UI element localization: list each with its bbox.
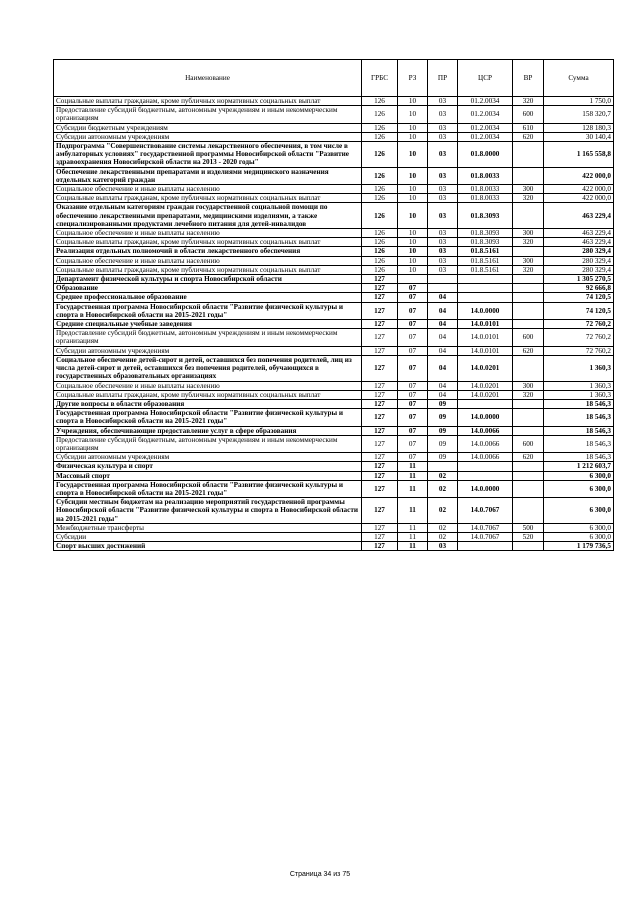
vr-cell: 320 [513, 194, 544, 203]
name-cell: Социальное обеспечение и иные выплаты населению [54, 381, 362, 390]
sum-cell: 74 120,5 [544, 293, 614, 302]
csr-cell: 14.0.0201 [458, 381, 513, 390]
vr-cell [513, 480, 544, 497]
name-cell: Государственная программа Новосибирской области "Развитие физической культуры и спорта в Новосибирской области на 2015-2021 годы" [54, 480, 362, 497]
name-cell: Субсидии автономным учреждениям [54, 453, 362, 462]
pr-cell: 09 [428, 399, 458, 408]
pr-cell: 03 [428, 167, 458, 184]
name-cell: Государственная программа Новосибирской области "Развитие физической культуры и спорта в Новосибирской области на 2015-2021 годы" [54, 409, 362, 426]
name-cell: Массовый спорт [54, 471, 362, 480]
rz-cell: 11 [398, 542, 428, 551]
vr-cell [513, 275, 544, 284]
vr-cell: 320 [513, 265, 544, 274]
grbs-cell: 127 [362, 480, 398, 497]
sum-cell: 6 300,0 [544, 480, 614, 497]
rz-cell [398, 275, 428, 284]
csr-cell [458, 293, 513, 302]
rz-cell: 10 [398, 167, 428, 184]
table-row [54, 302, 614, 319]
name-cell: Государственная программа Новосибирской области "Развитие физической культуры и спорта в Новосибирской области на 2015-2021 годы" [54, 302, 362, 319]
name-cell: Подпрограмма "Совершенствование системы лекарственного обеспечения, в том числе в амбулаторных условиях" государственной программы Новосибирской области "Развитие здравоохранения Новосибирской области на 2013 - 2020 годы" [54, 142, 362, 168]
grbs-cell: 127 [362, 542, 398, 551]
rz-cell: 10 [398, 203, 428, 229]
sum-cell: 18 546,3 [544, 453, 614, 462]
vr-cell [513, 355, 544, 381]
col-header-pr: ПР [428, 60, 458, 97]
table-row [54, 381, 614, 390]
csr-cell: 14.0.0101 [458, 346, 513, 355]
pr-cell [428, 462, 458, 471]
csr-cell: 01.8.0033 [458, 194, 513, 203]
name-cell: Социальное обеспечение и иные выплаты населению [54, 185, 362, 194]
table-row [54, 426, 614, 435]
pr-cell: 03 [428, 97, 458, 106]
csr-cell: 01.8.0000 [458, 142, 513, 168]
col-header-rz: РЗ [398, 60, 428, 97]
table-row [54, 167, 614, 184]
rz-cell: 07 [398, 390, 428, 399]
vr-cell: 300 [513, 381, 544, 390]
sum-cell: 72 760,2 [544, 329, 614, 346]
rz-cell: 11 [398, 523, 428, 532]
vr-cell: 620 [513, 346, 544, 355]
grbs-cell: 127 [362, 302, 398, 319]
sum-cell: 463 229,4 [544, 229, 614, 238]
table-row [54, 265, 614, 274]
pr-cell: 04 [428, 381, 458, 390]
grbs-cell: 126 [362, 97, 398, 106]
sum-cell: 280 329,4 [544, 256, 614, 265]
sum-cell: 18 546,3 [544, 426, 614, 435]
table-row [54, 142, 614, 168]
grbs-cell: 127 [362, 498, 398, 524]
grbs-cell: 126 [362, 123, 398, 132]
grbs-cell: 126 [362, 203, 398, 229]
table-row [54, 320, 614, 329]
pr-cell: 03 [428, 542, 458, 551]
name-cell: Субсидии автономным учреждениям [54, 132, 362, 141]
rz-cell: 10 [398, 256, 428, 265]
vr-cell: 300 [513, 185, 544, 194]
vr-cell [513, 498, 544, 524]
name-cell: Социальные выплаты гражданам, кроме публичных нормативных социальных выплат [54, 265, 362, 274]
sum-cell: 6 300,0 [544, 471, 614, 480]
csr-cell: 01.8.3093 [458, 229, 513, 238]
name-cell: Другие вопросы в области образования [54, 399, 362, 408]
name-cell: Субсидии бюджетным учреждениям [54, 123, 362, 132]
rz-cell: 10 [398, 265, 428, 274]
budget-table [53, 59, 614, 551]
grbs-cell: 126 [362, 247, 398, 256]
sum-cell: 422 000,0 [544, 185, 614, 194]
csr-cell: 14.0.0201 [458, 390, 513, 399]
rz-cell: 07 [398, 320, 428, 329]
csr-cell [458, 471, 513, 480]
pr-cell: 04 [428, 329, 458, 346]
csr-cell: 14.0.0066 [458, 426, 513, 435]
table-row [54, 399, 614, 408]
sum-cell: 1 750,0 [544, 97, 614, 106]
vr-cell [513, 247, 544, 256]
table-row [54, 123, 614, 132]
col-header-sum: Сумма [544, 60, 614, 97]
rz-cell: 11 [398, 480, 428, 497]
csr-cell: 01.2.0034 [458, 123, 513, 132]
grbs-cell: 126 [362, 265, 398, 274]
name-cell: Социальные выплаты гражданам, кроме публичных нормативных социальных выплат [54, 194, 362, 203]
table-row [54, 293, 614, 302]
vr-cell [513, 426, 544, 435]
grbs-cell: 126 [362, 132, 398, 141]
pr-cell: 03 [428, 256, 458, 265]
csr-cell: 14.0.0000 [458, 302, 513, 319]
vr-cell [513, 293, 544, 302]
name-cell: Спорт высших достижений [54, 542, 362, 551]
vr-cell: 600 [513, 435, 544, 452]
grbs-cell: 127 [362, 355, 398, 381]
name-cell: Межбюджетные трансферты [54, 523, 362, 532]
vr-cell: 320 [513, 238, 544, 247]
table-row [54, 453, 614, 462]
pr-cell: 09 [428, 435, 458, 452]
rz-cell: 07 [398, 426, 428, 435]
sum-cell: 128 180,3 [544, 123, 614, 132]
name-cell: Социальное обеспечение детей-сирот и детей, оставшихся без попечения родителей, лиц из числа детей-сирот и детей, оставшихся без попечения родителей, обучающихся в государственных образовательных организациях [54, 355, 362, 381]
vr-cell [513, 471, 544, 480]
table-row [54, 532, 614, 541]
sum-cell: 1 360,3 [544, 390, 614, 399]
vr-cell: 610 [513, 123, 544, 132]
grbs-cell: 126 [362, 229, 398, 238]
name-cell: Социальные выплаты гражданам, кроме публичных нормативных социальных выплат [54, 97, 362, 106]
table-row [54, 194, 614, 203]
table-row [54, 284, 614, 293]
table-row [54, 106, 614, 123]
vr-cell: 520 [513, 532, 544, 541]
csr-cell [458, 542, 513, 551]
vr-cell [513, 302, 544, 319]
grbs-cell: 127 [362, 426, 398, 435]
pr-cell: 03 [428, 123, 458, 132]
sum-cell: 422 000,0 [544, 194, 614, 203]
vr-cell: 320 [513, 97, 544, 106]
pr-cell: 02 [428, 471, 458, 480]
table-row [54, 238, 614, 247]
col-header-name: Наименование [54, 60, 362, 97]
rz-cell: 07 [398, 453, 428, 462]
pr-cell: 03 [428, 194, 458, 203]
name-cell: Социальные выплаты гражданам, кроме публичных нормативных социальных выплат [54, 390, 362, 399]
sum-cell: 1 360,3 [544, 381, 614, 390]
grbs-cell: 127 [362, 381, 398, 390]
rz-cell: 11 [398, 532, 428, 541]
grbs-cell: 127 [362, 399, 398, 408]
name-cell: Субсидии автономным учреждениям [54, 346, 362, 355]
name-cell: Средние специальные учебные заведения [54, 320, 362, 329]
rz-cell: 07 [398, 381, 428, 390]
pr-cell: 03 [428, 106, 458, 123]
sum-cell: 92 666,8 [544, 284, 614, 293]
grbs-cell: 127 [362, 346, 398, 355]
pr-cell: 03 [428, 238, 458, 247]
rz-cell: 11 [398, 462, 428, 471]
table-row [54, 542, 614, 551]
name-cell: Предоставление субсидий бюджетным, автономным учреждениям и иным некоммерческим организациям [54, 435, 362, 452]
vr-cell [513, 142, 544, 168]
csr-cell: 01.8.3093 [458, 203, 513, 229]
sum-cell: 74 120,5 [544, 302, 614, 319]
rz-cell: 10 [398, 194, 428, 203]
grbs-cell: 126 [362, 142, 398, 168]
sum-cell: 1 360,3 [544, 355, 614, 381]
grbs-cell: 126 [362, 106, 398, 123]
sum-cell: 463 229,4 [544, 203, 614, 229]
sum-cell: 30 140,4 [544, 132, 614, 141]
vr-cell: 600 [513, 329, 544, 346]
vr-cell: 620 [513, 453, 544, 462]
pr-cell: 04 [428, 355, 458, 381]
rz-cell: 07 [398, 302, 428, 319]
header-row [54, 60, 614, 97]
grbs-cell: 127 [362, 284, 398, 293]
sum-cell: 158 320,7 [544, 106, 614, 123]
grbs-cell: 126 [362, 256, 398, 265]
pr-cell: 03 [428, 247, 458, 256]
rz-cell: 10 [398, 132, 428, 141]
sum-cell: 463 229,4 [544, 238, 614, 247]
csr-cell: 01.8.0033 [458, 185, 513, 194]
sum-cell: 6 300,0 [544, 532, 614, 541]
vr-cell [513, 399, 544, 408]
csr-cell [458, 462, 513, 471]
rz-cell: 07 [398, 284, 428, 293]
grbs-cell: 127 [362, 471, 398, 480]
table-row [54, 480, 614, 497]
csr-cell: 01.8.0033 [458, 167, 513, 184]
csr-cell: 01.8.3093 [458, 238, 513, 247]
rz-cell: 10 [398, 238, 428, 247]
csr-cell [458, 284, 513, 293]
table-row [54, 97, 614, 106]
pr-cell: 04 [428, 346, 458, 355]
name-cell: Реализация отдельных полномочий в области лекарственного обеспечения [54, 247, 362, 256]
table-row [54, 229, 614, 238]
vr-cell [513, 542, 544, 551]
pr-cell: 02 [428, 532, 458, 541]
table-row [54, 355, 614, 381]
table-row [54, 203, 614, 229]
rz-cell: 10 [398, 106, 428, 123]
name-cell: Департамент физической культуры и спорта Новосибирской области [54, 275, 362, 284]
pr-cell: 04 [428, 302, 458, 319]
col-header-csr: ЦСР [458, 60, 513, 97]
table-row [54, 390, 614, 399]
pr-cell: 09 [428, 453, 458, 462]
rz-cell: 10 [398, 123, 428, 132]
rz-cell: 07 [398, 435, 428, 452]
csr-cell: 14.0.7067 [458, 523, 513, 532]
sum-cell: 18 546,3 [544, 409, 614, 426]
vr-cell: 500 [513, 523, 544, 532]
csr-cell: 14.0.0000 [458, 409, 513, 426]
name-cell: Предоставление субсидий бюджетным, автономным учреждениям и иным некоммерческим организациям [54, 106, 362, 123]
name-cell: Оказание отдельным категориям граждан государственной социальной помощи по обеспечению лекарственными препаратами, медицинскими изделиями, а также специализированными продуктами лечебного питания для детей-инвалидов [54, 203, 362, 229]
sum-cell: 1 212 603,7 [544, 462, 614, 471]
rz-cell: 07 [398, 399, 428, 408]
rz-cell: 11 [398, 471, 428, 480]
csr-cell: 14.0.0066 [458, 435, 513, 452]
csr-cell [458, 275, 513, 284]
name-cell: Образование [54, 284, 362, 293]
rz-cell: 10 [398, 229, 428, 238]
table-row [54, 471, 614, 480]
name-cell: Обеспечение лекарственными препаратами и изделиями медицинского назначения отдельных категорий граждан [54, 167, 362, 184]
csr-cell: 14.0.0000 [458, 480, 513, 497]
table-row [54, 256, 614, 265]
pr-cell: 03 [428, 203, 458, 229]
grbs-cell: 127 [362, 462, 398, 471]
vr-cell: 320 [513, 390, 544, 399]
table-row [54, 462, 614, 471]
csr-cell: 01.8.5161 [458, 256, 513, 265]
vr-cell: 620 [513, 132, 544, 141]
rz-cell: 11 [398, 498, 428, 524]
grbs-cell: 126 [362, 238, 398, 247]
vr-cell: 600 [513, 106, 544, 123]
vr-cell [513, 320, 544, 329]
vr-cell [513, 203, 544, 229]
name-cell: Физическая культура и спорт [54, 462, 362, 471]
csr-cell: 14.0.0201 [458, 355, 513, 381]
rz-cell: 07 [398, 293, 428, 302]
table-row [54, 132, 614, 141]
csr-cell: 01.8.5161 [458, 247, 513, 256]
csr-cell: 14.0.7067 [458, 498, 513, 524]
grbs-cell: 127 [362, 409, 398, 426]
name-cell: Учреждения, обеспечивающие предоставление услуг в сфере образования [54, 426, 362, 435]
sum-cell: 72 760,2 [544, 320, 614, 329]
rz-cell: 10 [398, 142, 428, 168]
page-number: Страница 34 из 75 [289, 871, 351, 878]
grbs-cell: 127 [362, 435, 398, 452]
grbs-cell: 127 [362, 320, 398, 329]
grbs-cell: 127 [362, 275, 398, 284]
pr-cell: 04 [428, 320, 458, 329]
vr-cell: 300 [513, 229, 544, 238]
col-header-grbs: ГРБС [362, 60, 398, 97]
sum-cell: 72 760,2 [544, 346, 614, 355]
sum-cell: 18 546,3 [544, 435, 614, 452]
vr-cell [513, 409, 544, 426]
rz-cell: 07 [398, 346, 428, 355]
pr-cell: 04 [428, 390, 458, 399]
table-row [54, 247, 614, 256]
table-row [54, 523, 614, 532]
pr-cell [428, 284, 458, 293]
grbs-cell: 127 [362, 532, 398, 541]
sum-cell: 6 300,0 [544, 498, 614, 524]
rz-cell: 07 [398, 355, 428, 381]
csr-cell: 14.0.0066 [458, 453, 513, 462]
csr-cell: 14.0.0101 [458, 329, 513, 346]
pr-cell: 02 [428, 480, 458, 497]
sum-cell: 1 165 558,8 [544, 142, 614, 168]
grbs-cell: 127 [362, 293, 398, 302]
rz-cell: 07 [398, 329, 428, 346]
pr-cell: 04 [428, 293, 458, 302]
csr-cell: 14.0.7067 [458, 532, 513, 541]
csr-cell: 01.2.0034 [458, 132, 513, 141]
csr-cell: 14.0.0101 [458, 320, 513, 329]
vr-cell [513, 462, 544, 471]
vr-cell [513, 284, 544, 293]
grbs-cell: 127 [362, 390, 398, 399]
vr-cell: 300 [513, 256, 544, 265]
table-row [54, 346, 614, 355]
pr-cell: 02 [428, 498, 458, 524]
sum-cell: 18 546,3 [544, 399, 614, 408]
pr-cell: 09 [428, 409, 458, 426]
pr-cell: 09 [428, 426, 458, 435]
pr-cell [428, 275, 458, 284]
rz-cell: 10 [398, 247, 428, 256]
csr-cell: 01.2.0034 [458, 97, 513, 106]
pr-cell: 03 [428, 229, 458, 238]
table-row [54, 185, 614, 194]
col-header-vr: ВР [513, 60, 544, 97]
sum-cell: 280 329,4 [544, 265, 614, 274]
name-cell: Среднее профессиональное образование [54, 293, 362, 302]
grbs-cell: 126 [362, 167, 398, 184]
name-cell: Социальное обеспечение и иные выплаты населению [54, 256, 362, 265]
pr-cell: 03 [428, 265, 458, 274]
rz-cell: 07 [398, 409, 428, 426]
sum-cell: 280 329,4 [544, 247, 614, 256]
pr-cell: 03 [428, 132, 458, 141]
name-cell: Субсидии [54, 532, 362, 541]
table-row [54, 329, 614, 346]
sum-cell: 6 300,0 [544, 523, 614, 532]
pr-cell: 02 [428, 523, 458, 532]
sum-cell: 1 305 270,5 [544, 275, 614, 284]
sum-cell: 422 000,0 [544, 167, 614, 184]
grbs-cell: 127 [362, 523, 398, 532]
name-cell: Предоставление субсидий бюджетным, автономным учреждениям и иным некоммерческим организациям [54, 329, 362, 346]
sum-cell: 1 179 736,5 [544, 542, 614, 551]
grbs-cell: 126 [362, 185, 398, 194]
table-row [54, 435, 614, 452]
rz-cell: 10 [398, 97, 428, 106]
table-row [54, 498, 614, 524]
rz-cell: 10 [398, 185, 428, 194]
csr-cell: 01.2.0034 [458, 106, 513, 123]
csr-cell [458, 399, 513, 408]
name-cell: Социальное обеспечение и иные выплаты населению [54, 229, 362, 238]
table-row [54, 275, 614, 284]
grbs-cell: 127 [362, 329, 398, 346]
grbs-cell: 126 [362, 194, 398, 203]
name-cell: Социальные выплаты гражданам, кроме публичных нормативных социальных выплат [54, 238, 362, 247]
name-cell: Субсидии местным бюджетам на реализацию мероприятий государственной программы Новосибирской области "Развитие физической культуры и спорта в Новосибирской области на 2015-2021 годы" [54, 498, 362, 524]
grbs-cell: 127 [362, 453, 398, 462]
vr-cell [513, 167, 544, 184]
table-row [54, 409, 614, 426]
pr-cell: 03 [428, 185, 458, 194]
csr-cell: 01.8.5161 [458, 265, 513, 274]
pr-cell: 03 [428, 142, 458, 168]
